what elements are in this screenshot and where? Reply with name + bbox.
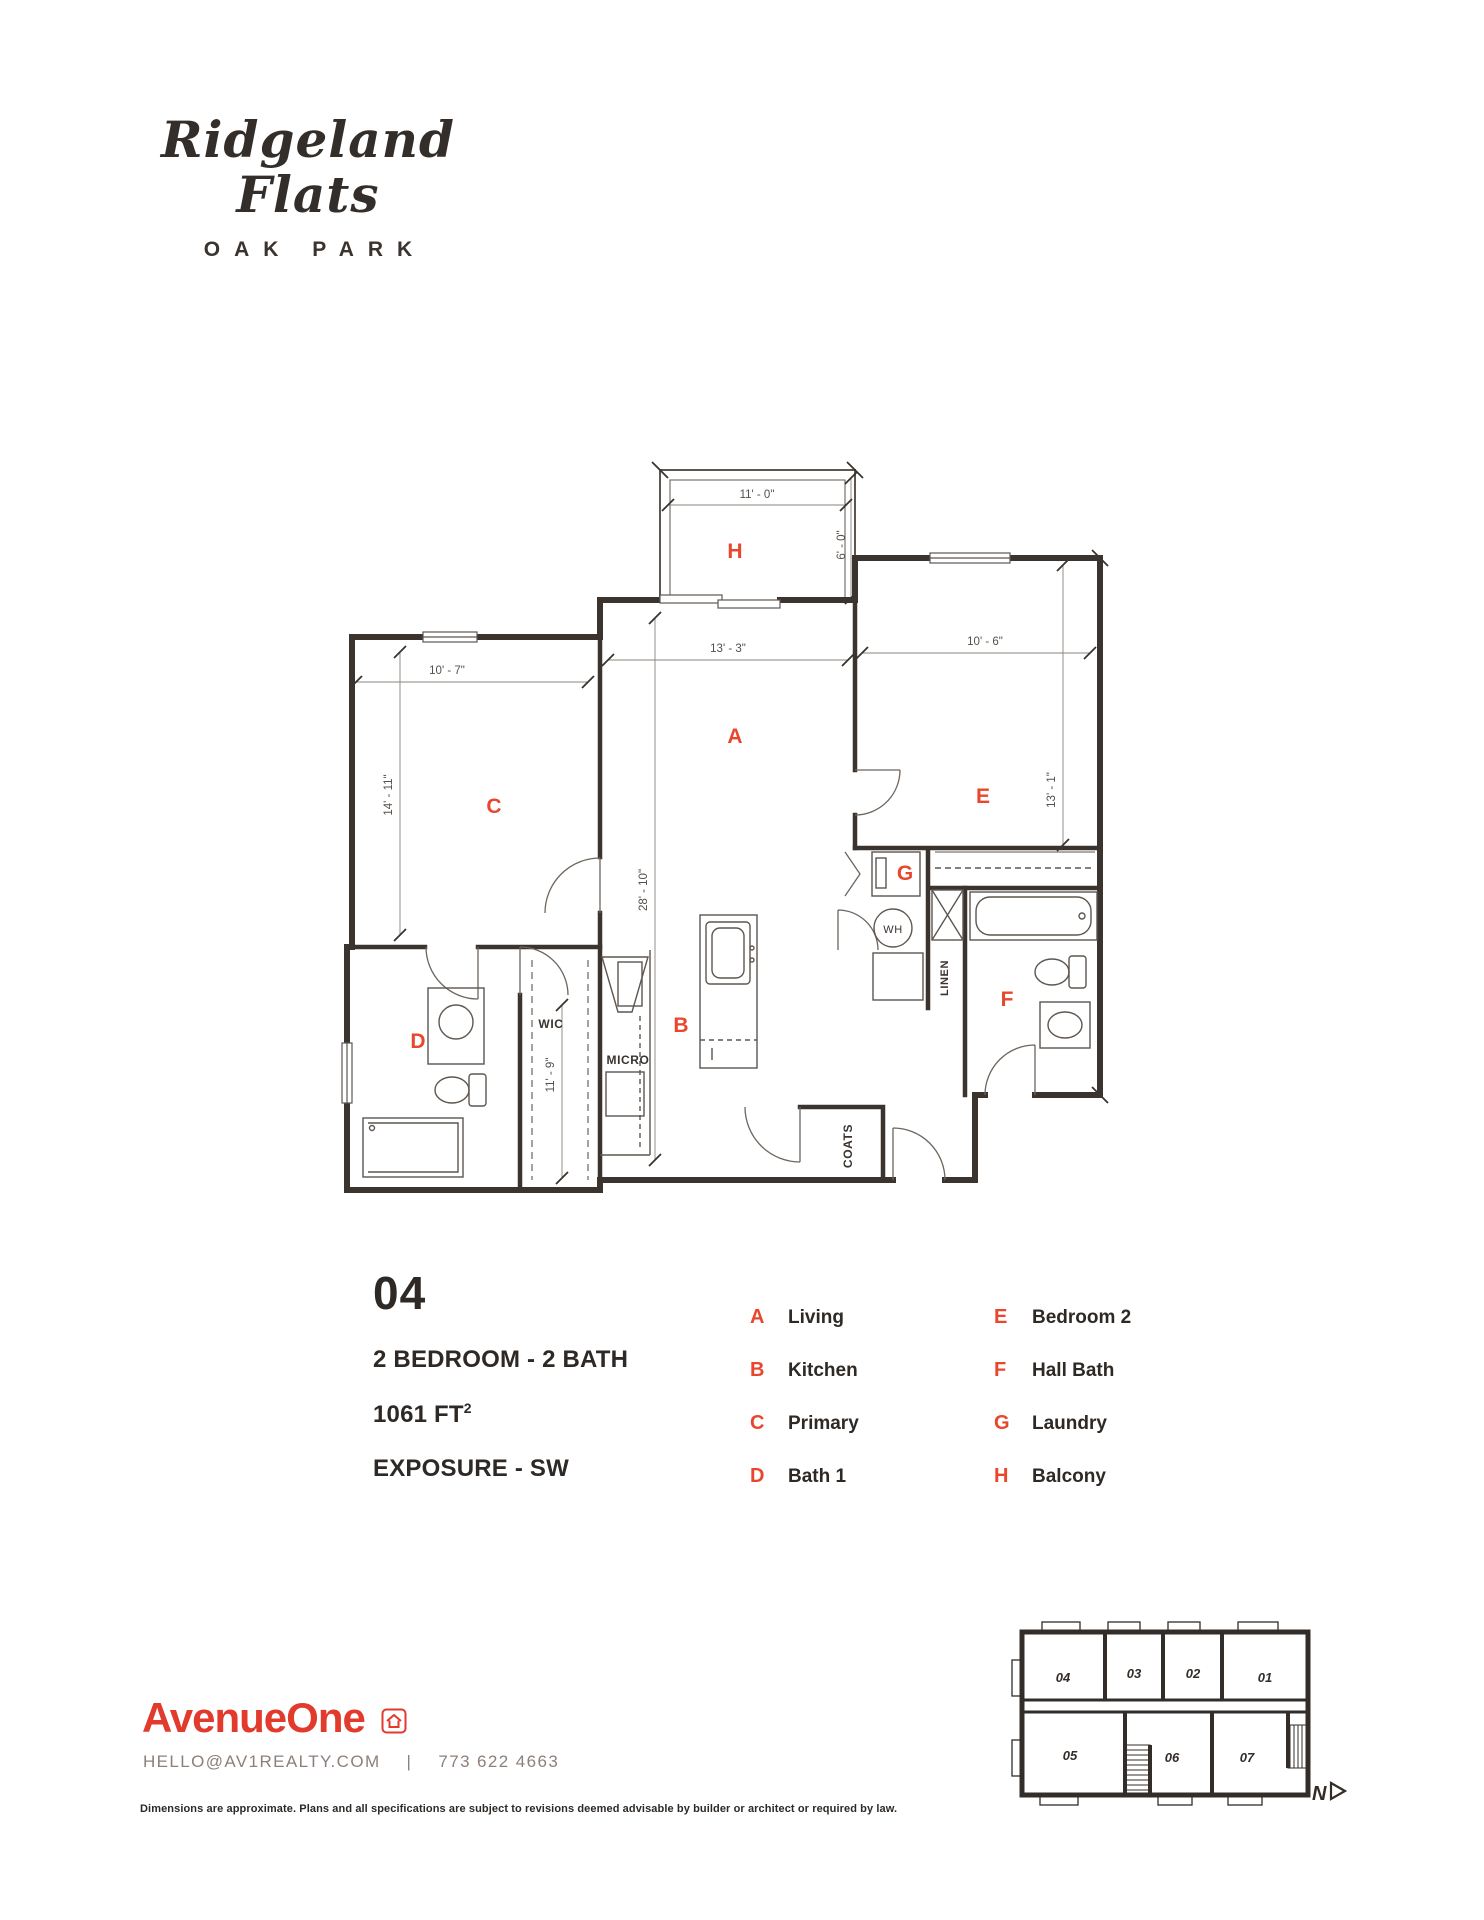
unit-area-value: 1061 FT — [373, 1401, 464, 1428]
floorplan-drawing — [340, 455, 1110, 1200]
legend-label: Primary — [788, 1413, 859, 1434]
legend-label: Balcony — [1032, 1466, 1106, 1487]
coats-label: COATS — [841, 1123, 855, 1169]
dim-wic-height: 11' - 9" — [545, 1057, 557, 1093]
dim-bed2-height: 13' - 1" — [1046, 772, 1058, 808]
hallbath-fixtures — [970, 892, 1097, 1048]
wh-label: WH — [883, 924, 903, 936]
north-label: N — [1312, 1783, 1327, 1805]
dim-primary-height: 14' - 11" — [383, 774, 395, 816]
door-wic — [520, 947, 568, 995]
legend-item-bedroom2 — [994, 1306, 1224, 1359]
legend-letter: F — [994, 1359, 1007, 1381]
room-label-kitchen: B — [673, 1014, 689, 1037]
legend-item-primary — [750, 1412, 980, 1465]
stairs-hatch — [1125, 1725, 1308, 1795]
unit-exposure: EXPOSURE - SW — [373, 1455, 569, 1482]
sink-2 — [1048, 1012, 1082, 1038]
door-laundry-bifold — [845, 852, 860, 896]
legend-letter: D — [750, 1465, 765, 1487]
keyplan-unit-05: 05 — [1062, 1748, 1078, 1763]
dim-bed2-width: 10' - 6" — [967, 636, 1003, 648]
door-bedroom2 — [855, 770, 900, 815]
house-icon — [381, 1708, 407, 1734]
avenueone-logo: AvenueOne — [142, 1694, 365, 1741]
toilet-2 — [1035, 959, 1069, 985]
dimension-ticks — [350, 462, 1108, 1184]
dim-living-width: 13' - 3" — [710, 643, 746, 655]
dim-living-height: 28' - 10" — [638, 868, 650, 912]
contact-phone: 773 622 4663 — [438, 1752, 560, 1771]
disclaimer-text: Dimensions are approximate. Plans and all specifications are subject to revisions deemed advisable by builder or architect or required by law. — [140, 1803, 898, 1815]
wic-rods — [532, 960, 588, 1180]
legend-letter: H — [994, 1465, 1009, 1487]
room-label-balcony: H — [727, 540, 743, 563]
footer-contact — [143, 1752, 559, 1772]
balcony-slider-2 — [718, 600, 780, 608]
contact-email: HELLO@AV1REALTY.COM — [143, 1752, 381, 1771]
brand-subtitle: OAK PARK — [203, 238, 427, 261]
brand-header — [118, 112, 498, 262]
footer-logo-row — [142, 1694, 407, 1742]
island — [700, 915, 757, 1068]
legend-letter: B — [750, 1359, 765, 1381]
dim-balcony-width: 11' - 0" — [739, 489, 775, 501]
legend-label: Kitchen — [788, 1360, 858, 1381]
bath1-fixtures — [363, 988, 486, 1177]
door-hall-closet — [838, 910, 878, 950]
legend-column-right — [994, 1306, 1224, 1518]
micro-cabinet — [606, 1072, 644, 1116]
legend-label: Hall Bath — [1032, 1360, 1115, 1381]
keyplan-unit-07: 07 — [1239, 1750, 1255, 1765]
legend-item-laundry — [994, 1412, 1224, 1465]
unit-area — [373, 1400, 703, 1429]
keyplan-unit-03: 03 — [1126, 1666, 1142, 1681]
legend-item-hallbath — [994, 1359, 1224, 1412]
keyplan-unit-04: 04 — [1055, 1670, 1071, 1685]
keyplan — [1000, 1612, 1355, 1812]
legend-item-balcony — [994, 1465, 1224, 1518]
room-label-bedroom2: E — [975, 785, 991, 808]
legend-letter: E — [994, 1306, 1008, 1328]
sink-1 — [439, 1005, 473, 1039]
linen-label: LINEN — [939, 960, 951, 996]
legend-letter: C — [750, 1412, 765, 1434]
unit-area-exponent: 2 — [463, 1400, 472, 1416]
toilet-1 — [435, 1077, 469, 1103]
keyplan-corridor — [1022, 1700, 1308, 1712]
balcony-slider-1 — [660, 595, 722, 603]
dim-primary-width: 10' - 7" — [429, 665, 465, 677]
room-label-bath1: D — [410, 1030, 426, 1053]
legend-label: Laundry — [1032, 1413, 1107, 1434]
keyplan-unit-06: 06 — [1164, 1750, 1180, 1765]
unit-info-block — [373, 1266, 703, 1483]
legend-letter: A — [750, 1306, 765, 1328]
legend-label: Living — [788, 1307, 844, 1328]
legend-letter: G — [994, 1412, 1010, 1434]
door-primary — [545, 858, 600, 913]
keyplan-unit-02: 02 — [1185, 1666, 1201, 1681]
wic-label: WIC — [538, 1017, 564, 1031]
bathtub — [970, 892, 1097, 940]
dimension-lines — [356, 478, 1090, 1178]
shower — [363, 1118, 463, 1177]
legend-label: Bath 1 — [788, 1466, 847, 1487]
legend-column-left — [750, 1306, 980, 1518]
north-indicator — [1312, 1783, 1345, 1805]
room-label-hallbath: F — [1000, 988, 1014, 1011]
legend-label: Bedroom 2 — [1032, 1307, 1132, 1328]
range-hood — [602, 957, 648, 1012]
brand-title: Ridgeland Flats — [161, 110, 455, 224]
room-label-laundry: G — [896, 862, 914, 885]
keyplan-unit-01: 01 — [1257, 1670, 1273, 1685]
dryer — [873, 953, 923, 1000]
north-arrow-icon — [1331, 1783, 1345, 1799]
room-label-living: A — [727, 725, 743, 748]
room-label-primary: C — [486, 795, 502, 818]
legend-item-living — [750, 1306, 980, 1359]
interior-walls — [352, 600, 1100, 1190]
dim-balcony-depth: 6' - 0" — [836, 530, 848, 560]
micro-label: MICRO — [606, 1053, 650, 1067]
legend-item-kitchen — [750, 1359, 980, 1412]
legend-item-bath1 — [750, 1465, 980, 1518]
unit-layout: 2 BEDROOM - 2 BATH — [373, 1346, 629, 1373]
unit-number: 04 — [373, 1267, 427, 1319]
door-hallbath — [985, 1045, 1035, 1095]
door-entry — [893, 1128, 945, 1180]
contact-separator: | — [406, 1752, 413, 1771]
door-bath1 — [426, 947, 478, 999]
door-coats — [745, 1107, 800, 1162]
